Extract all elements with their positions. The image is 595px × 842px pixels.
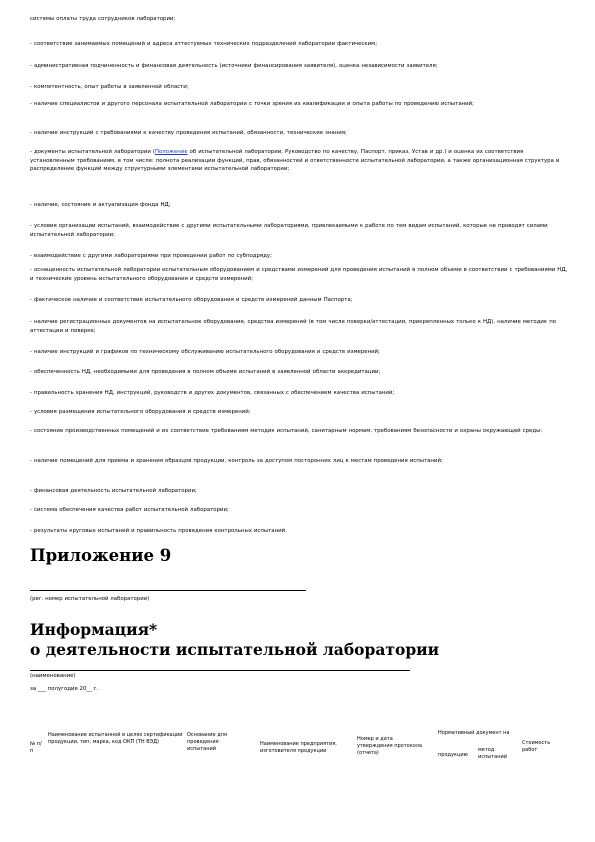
- info-title: Информация* о деятельности испытательной лаборатории: [30, 620, 440, 659]
- list-item: - наличие помещений для приема и хранения образцов продукции, контроль за доступом посторонних лиц к местам проведения испытаний;: [30, 458, 443, 464]
- list-item: - оснащенность испытательной лаборатории испытательным оборудованием и средствами измерений для проведения испытаний в полном объеме в соответствии с требованиями НД, и технические уровень испытательного оборудования и средств измерений;: [30, 267, 568, 282]
- list-item: - соответствие занимаемых помещений и адреса аттестуемых технических подразделений лаборатории фактическим;: [30, 41, 378, 47]
- list-item: - административная подчиненность и финансовая деятельность (источники финансирования заявителя), оценка независимости заявителя;: [30, 63, 438, 69]
- list-item: - финансовая деятельность испытательной лаборатории;: [30, 488, 197, 494]
- list-item-documents: - документы испытательной лаборатории (Положение об испытательной лаборатории, Руководство по качеству, Паспорт, приказ, Устав и др.) и оценка их соответствия установленным требованиям, в том числе: полнота реализации функций, прав, обязанностей и ответственности испытательной лаборатории, а также организационная структура и распределение функций между структурными элементами испытательной лаборатории;: [30, 149, 560, 173]
- list-item: - наличие специалистов и другого персонала испытательной лаборатории с точки зрения их квалификации и опыта работы по проведению испытаний;: [30, 101, 474, 107]
- col-header-basis: Основание для проведения испытаний: [187, 732, 227, 752]
- list-item: - обеспеченность НД, необходимыми для проведения в полном объеме испытаний в заявленной области аккредитации;: [30, 369, 381, 375]
- name-line: [30, 670, 410, 671]
- list-item: - результаты круговых испытаний и правильность проведения контрольных испытаний.: [30, 528, 287, 534]
- list-item: - наличие регистрационных документов на испытательное оборудование, средства измерений (в том числе поверки/аттестации, прикрепленных только к НД), наличие методик по аттестации и поверке;: [30, 319, 557, 334]
- col-header-cost: Стоимость работ: [522, 740, 551, 753]
- period-line: за ___ полугодие 20__ г.: [30, 686, 99, 692]
- col-header-product: Наименование испытанной в целях сертификации продукции, тип, марка, код ОКП (ТН ВЭД): [48, 732, 183, 745]
- list-item: - наличие, состояние и актуализация фонда НД;: [30, 202, 171, 208]
- list-item: - правильность хранения НД, инструкций, руководств и других документов, связанных с обеспечением качества испытаний;: [30, 390, 395, 396]
- col-header-manufacturer: Наименование предприятия, изготовителя продукции: [260, 741, 337, 754]
- col-header-number: № п/п: [30, 741, 42, 754]
- list-item: - состояние производственных помещений и их соответствие требованиям методик испытаний, санитарным нормам, требованиям безопасности и охраны окружающей среды;: [30, 428, 543, 434]
- list-item: - условия размещения испытательного оборудования и средств измерений;: [30, 409, 251, 415]
- list-item: - наличие инструкций с требованиями к качеству проведения испытаний, обязанности, технические знания;: [30, 130, 347, 136]
- list-item: - наличие инструкций и графиков по техническому обслуживанию испытательного оборудования и средств измерений;: [30, 349, 380, 355]
- name-caption: (наименование): [30, 673, 76, 679]
- list-item: - условия организации испытаний, взаимодействие с другими испытательными лабораториями, привлекаемыми к работе по тем видам испытаний, которые не проводят силами испытательной лаборатории;: [30, 223, 548, 238]
- list-item: - компетентность, опыт работы в заявленной области;: [30, 84, 189, 90]
- list-item: - фактическое наличие и соответствие испытательного оборудования и средств измерений данным Паспорта;: [30, 297, 353, 303]
- col-header-normdoc: Нормативный документ на: [438, 730, 510, 736]
- reg-number-caption: (рег. номер испытательной лаборатории): [30, 596, 150, 602]
- col-header-normdoc-method: метод испытаний: [478, 747, 507, 760]
- list-item: - система обеспечения качества работ испытательной лаборатории;: [30, 507, 229, 513]
- reg-number-line: [30, 590, 306, 591]
- appendix-title: Приложение 9: [30, 546, 172, 565]
- col-header-normdoc-product: продукцию: [438, 752, 468, 758]
- regulation-link[interactable]: Положение: [154, 149, 188, 155]
- col-header-protocol: Номер и дата утверждения протокола (отчета): [357, 736, 423, 756]
- list-item: системы оплаты труда сотрудников лаборатории;: [30, 16, 176, 22]
- list-item: - взаимодействие с другими лабораториями при проведении работ по субподряду;: [30, 253, 272, 259]
